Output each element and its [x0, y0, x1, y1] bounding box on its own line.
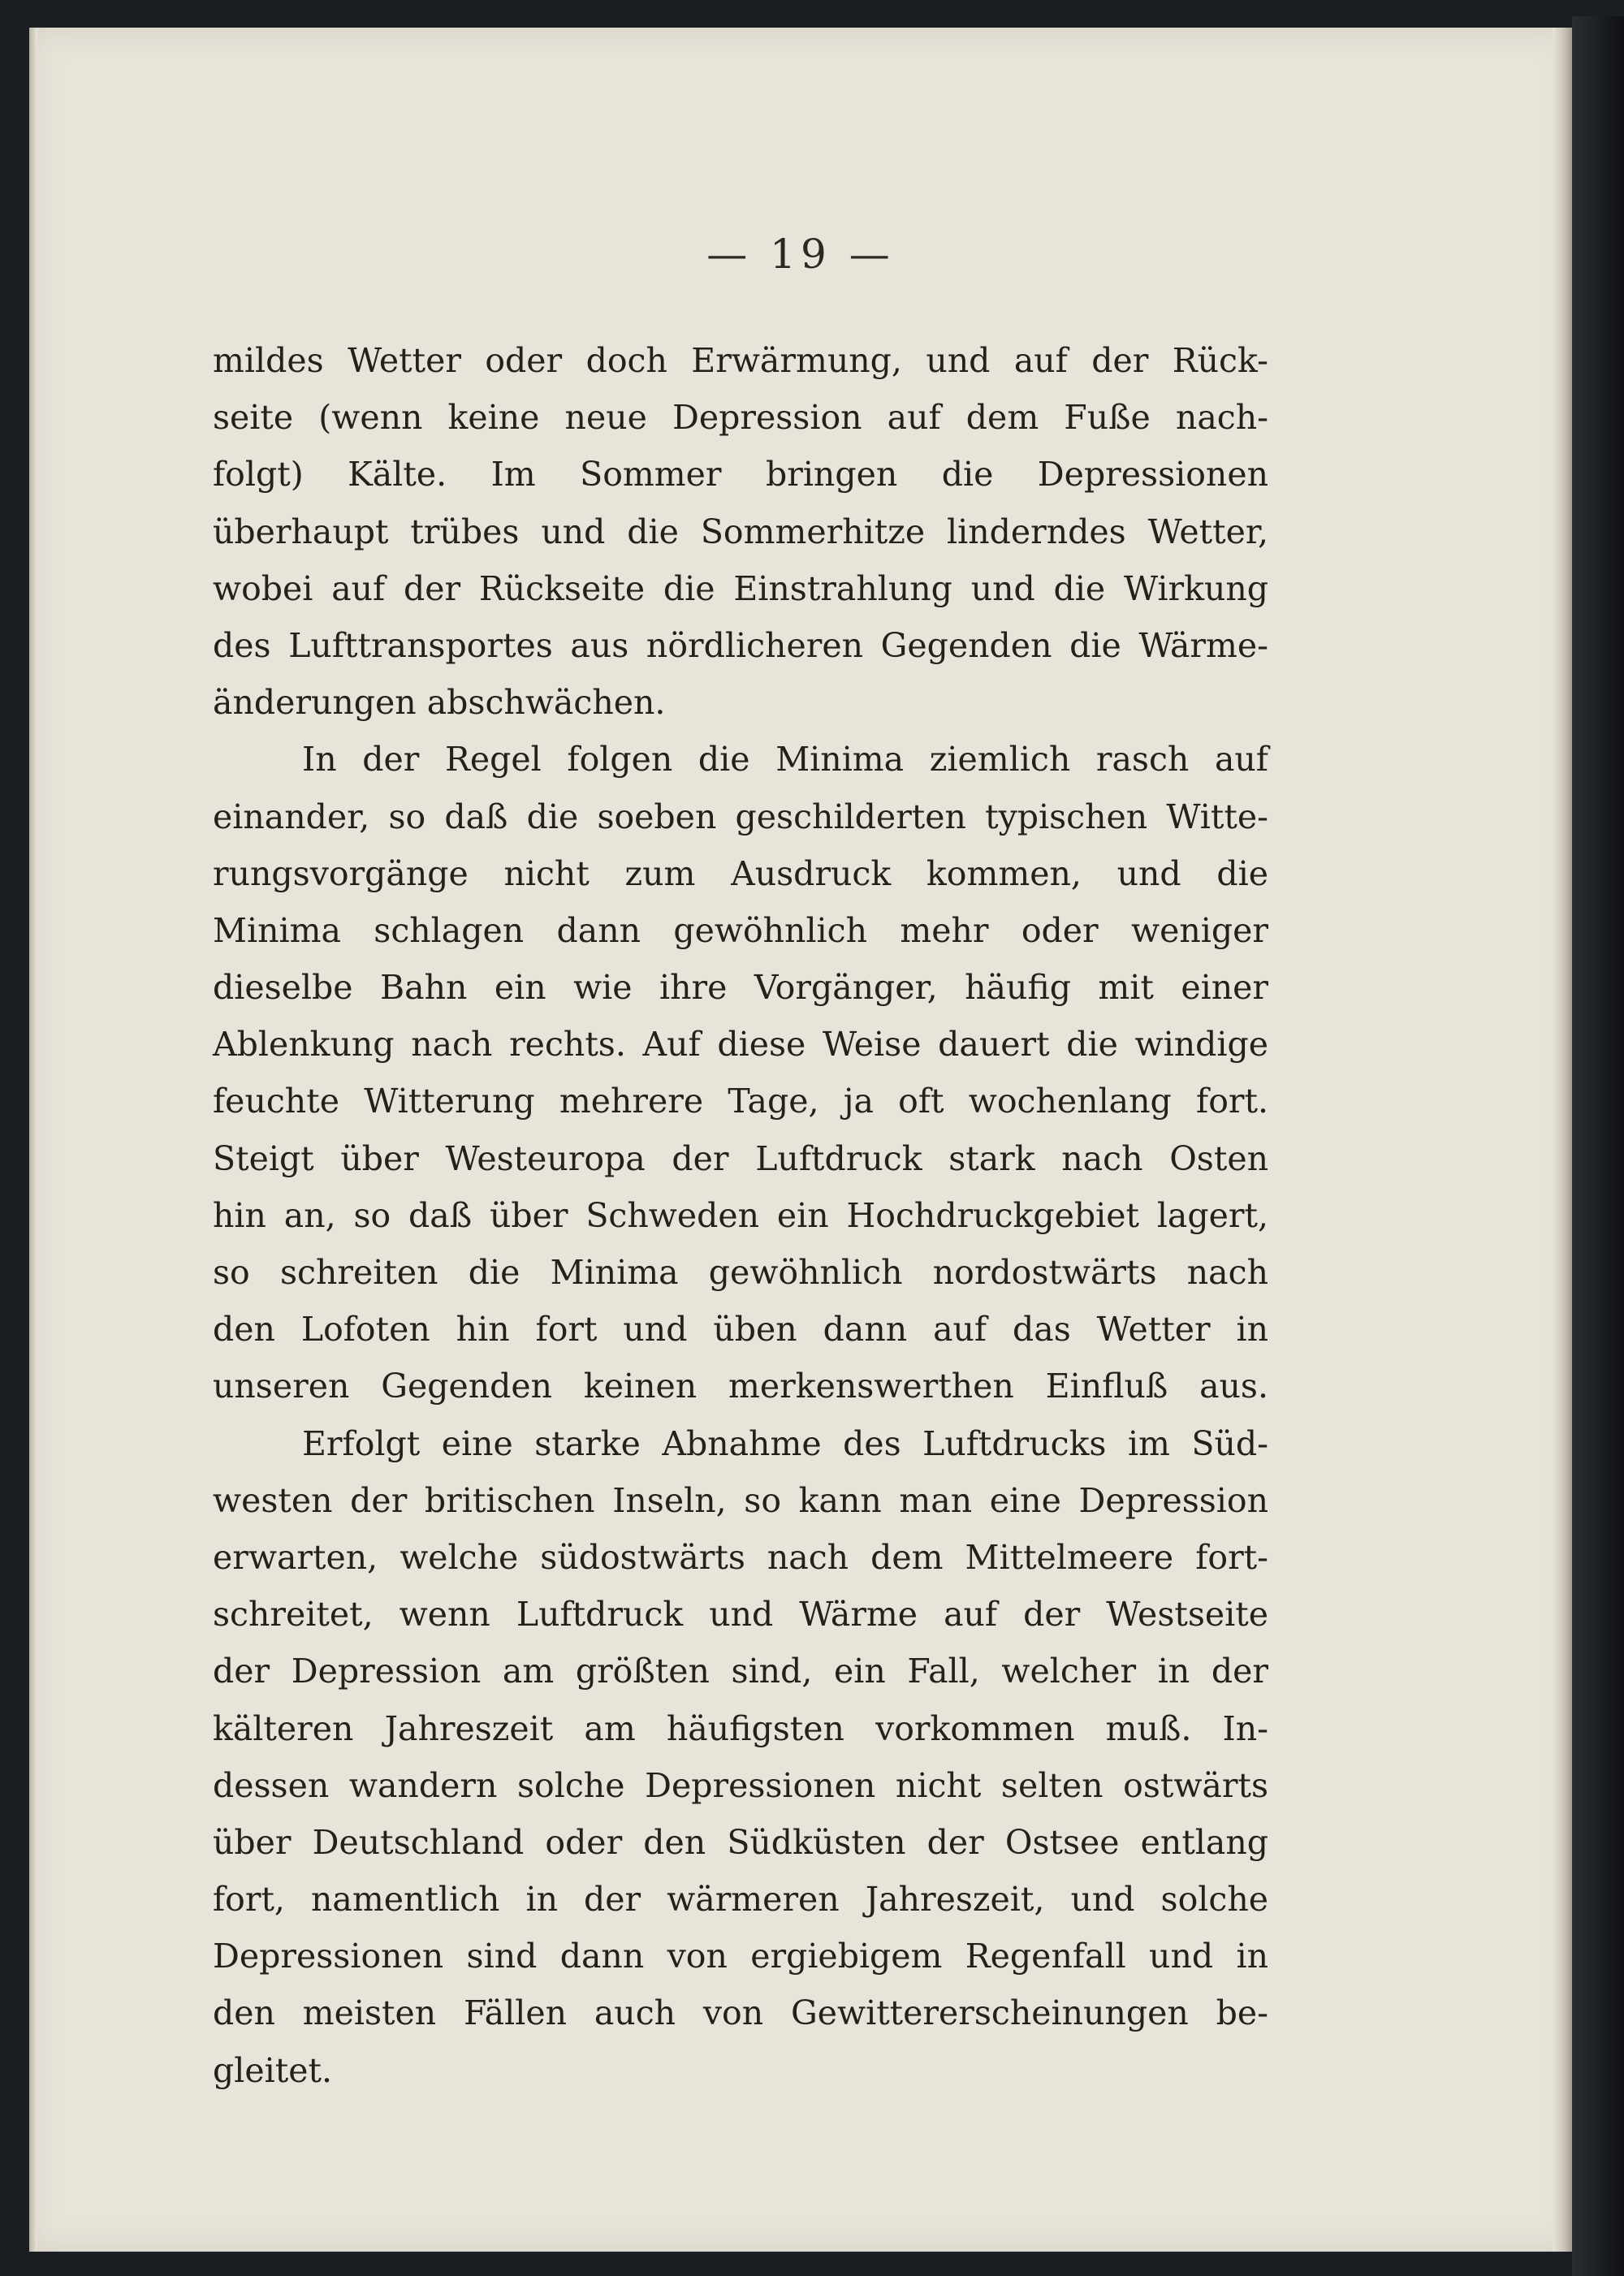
text-line: Erfolgt eine starke Abnahme des Luftdrucks im Süd- — [302, 1423, 1268, 1463]
text-line: mildes Wetter oder doch Erwärmung, und auf der Rück- — [213, 341, 1268, 380]
text-line: einander, so daß die soeben geschilderten typischen Witte- — [213, 797, 1268, 836]
text-line: des Lufttransportes aus nördlicheren Gegenden die Wärme- — [213, 625, 1268, 665]
text-line: über Deutschland oder den Südküsten der Ostsee entlang — [213, 1822, 1268, 1862]
text-line: erwarten, welche südostwärts nach dem Mittelmeere fort- — [213, 1537, 1268, 1577]
text-line: feuchte Witterung mehrere Tage, ja oft wochenlang fort. — [213, 1082, 1268, 1121]
text-line: wobei auf der Rückseite die Einstrahlung und die Wirkung — [213, 568, 1268, 608]
book-binding — [1572, 16, 1624, 2276]
text-line: Ablenkung nach rechts. Auf diese Weise dauert die windige — [213, 1025, 1268, 1065]
text-line: rungsvorgänge nicht zum Ausdruck kommen, und die — [213, 853, 1268, 893]
text-line: überhaupt trübes und die Sommerhitze linderndes Wetter, — [213, 512, 1268, 551]
text-line: westen der britischen Inseln, so kann man eine Depression — [213, 1480, 1268, 1520]
text-line: änderungen abschwächen. — [213, 683, 666, 723]
text-line: den Lofoten hin fort und üben dann auf das Wetter in — [213, 1310, 1268, 1350]
page-left-edge — [29, 28, 37, 2252]
text-line: dieselbe Bahn ein wie ihre Vorgänger, häufig mit einer — [213, 968, 1268, 1008]
body-text — [213, 332, 1268, 2099]
text-line: fort, namentlich in der wärmeren Jahreszeit, und solche — [213, 1880, 1268, 1920]
text-line: Depressionen sind dann von ergiebigem Regenfall und in — [213, 1937, 1268, 1976]
book-page — [29, 28, 1572, 2252]
page-right-edge — [1553, 28, 1572, 2252]
text-line: so schreiten die Minima gewöhnlich nordostwärts nach — [213, 1253, 1268, 1292]
text-line: den meisten Fällen auch von Gewittererscheinungen be- — [213, 1993, 1268, 2033]
text-line: Minima schlagen dann gewöhnlich mehr oder weniger — [213, 910, 1268, 950]
page-number: — 19 — — [706, 231, 895, 278]
text-line: kälteren Jahreszeit am häufigsten vorkommen muß. In- — [213, 1708, 1268, 1748]
text-line: gleitet. — [213, 2050, 332, 2090]
text-line: der Depression am größten sind, ein Fall, welcher in der — [213, 1652, 1268, 1691]
text-line: In der Regel folgen die Minima ziemlich rasch auf — [302, 740, 1268, 780]
text-line: dessen wandern solche Depressionen nicht selten ostwärts — [213, 1765, 1268, 1805]
text-line: folgt) Kälte. Im Sommer bringen die Depressionen — [213, 455, 1268, 495]
text-line: seite (wenn keine neue Depression auf dem Fuße nach- — [213, 398, 1268, 438]
text-line: schreitet, wenn Luftdruck und Wärme auf der Westseite — [213, 1595, 1268, 1635]
text-line: unseren Gegenden keinen merkenswerthen Einfluß aus. — [213, 1367, 1268, 1406]
text-line: Steigt über Westeuropa der Luftdruck stark nach Osten — [213, 1138, 1268, 1178]
text-line: hin an, so daß über Schweden ein Hochdruckgebiet lagert, — [213, 1195, 1268, 1235]
